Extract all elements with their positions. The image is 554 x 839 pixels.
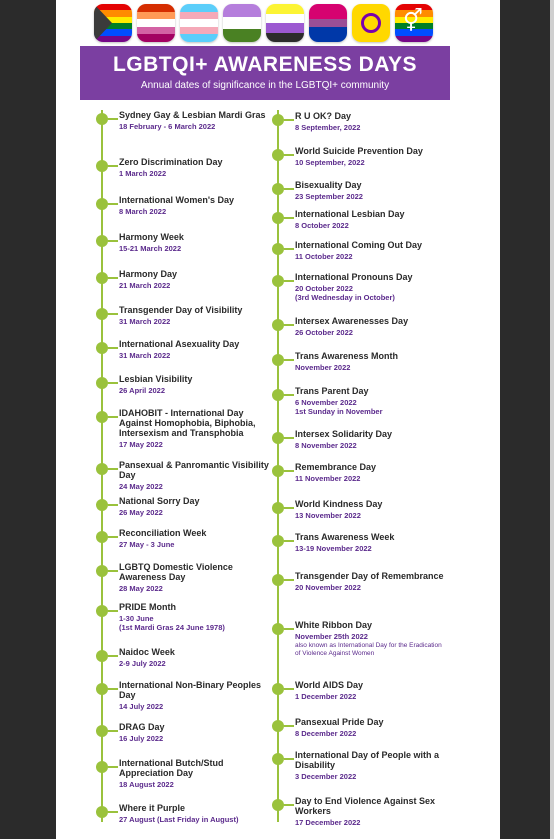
- timeline-connector: [284, 248, 294, 250]
- event-title: National Sorry Day: [119, 496, 200, 506]
- timeline-connector: [108, 416, 118, 418]
- timeline-dot: [96, 272, 108, 284]
- timeline-dot: [272, 183, 284, 195]
- timeline-connector: [284, 437, 294, 439]
- event-date: 24 May 2022: [119, 482, 163, 491]
- timeline-connector: [284, 758, 294, 760]
- event-title: International Lesbian Day: [295, 209, 405, 219]
- event-title: International Non-Binary Peoples Day: [119, 680, 262, 700]
- timeline-dot: [96, 377, 108, 389]
- timeline-dot: [272, 432, 284, 444]
- timeline-dot: [96, 160, 108, 172]
- event-note: also known as International Day for the Eradication of Violence Against Women: [295, 642, 442, 657]
- event-date: 11 October 2022: [295, 252, 353, 261]
- timeline-dot: [272, 114, 284, 126]
- timeline-connector: [108, 313, 118, 315]
- timeline-dot: [96, 531, 108, 543]
- timeline-connector: [284, 119, 294, 121]
- timeline-dot: [272, 275, 284, 287]
- timeline-connector: [284, 394, 294, 396]
- timeline-connector: [284, 725, 294, 727]
- event-date: 17 December 2022: [295, 818, 361, 827]
- event-date: 14 July 2022: [119, 702, 164, 711]
- timeline-connector: [108, 347, 118, 349]
- event-title: White Ribbon Day: [295, 620, 372, 630]
- timeline-connector: [108, 203, 118, 205]
- event-date: 13-19 November 2022: [295, 544, 372, 553]
- timeline-dot: [272, 354, 284, 366]
- timeline-dot: [96, 198, 108, 210]
- timeline-connector: [284, 280, 294, 282]
- progress-pride-flag-icon: [94, 4, 132, 42]
- timeline-dot: [96, 761, 108, 773]
- event-date: 18 February - 6 March 2022: [119, 122, 216, 131]
- nonbinary-flag-icon: [266, 4, 304, 42]
- timeline-connector: [284, 154, 294, 156]
- event-date: 2-9 July 2022: [119, 659, 166, 668]
- timeline-dot: [96, 499, 108, 511]
- event-title: Naidoc Week: [119, 647, 175, 657]
- event-title: Harmony Day: [119, 269, 178, 279]
- event-title: Remembrance Day: [295, 462, 377, 472]
- event-date: 6 November 2022: [295, 398, 357, 407]
- event-date: 16 July 2022: [119, 734, 164, 743]
- timeline-connector: [108, 610, 118, 612]
- event-date: 3 December 2022: [295, 772, 357, 781]
- timeline-connector: [108, 504, 118, 506]
- event-title: IDAHOBIT - International Day Against Homophobia, Biphobia, Intersexism and Transphobia: [119, 408, 256, 438]
- event-title: Pansexual Pride Day: [295, 717, 384, 727]
- event-date: 8 September, 2022: [295, 123, 361, 132]
- event-date: 20 October 2022: [295, 284, 353, 293]
- timeline-connector: [108, 570, 118, 572]
- event-title: Day to End Violence Against Sex Workers: [295, 796, 436, 816]
- timeline-dot: [96, 411, 108, 423]
- asexual-flag-icon: [223, 4, 261, 42]
- event-title: Lesbian Visibility: [119, 374, 193, 384]
- event-date: 15-21 March 2022: [119, 244, 182, 253]
- event-title: Sydney Gay & Lesbian Mardi Gras: [119, 110, 266, 120]
- event-date: 18 August 2022: [119, 780, 174, 789]
- timeline-connector: [108, 240, 118, 242]
- event-title: Pansexual & Panromantic Visibility Day: [119, 460, 269, 480]
- event-title: World AIDS Day: [295, 680, 364, 690]
- flag-row: [94, 4, 474, 42]
- event-title: Bisexuality Day: [295, 180, 362, 190]
- page-subtitle: Annual dates of significance in the LGBTQI+ community: [140, 80, 390, 91]
- bisexual-flag-icon: [309, 4, 347, 42]
- event-title: Transgender Day of Visibility: [119, 305, 243, 315]
- intersex-flag-icon: [352, 4, 390, 42]
- timeline-dot: [96, 650, 108, 662]
- event-title: R U OK? Day: [295, 111, 352, 121]
- event-title: International Pronouns Day: [295, 272, 413, 282]
- timeline-connector: [284, 688, 294, 690]
- event-date: 27 August (Last Friday in August): [119, 815, 239, 824]
- event-date: 8 December 2022: [295, 729, 357, 738]
- event-date: 11 November 2022: [295, 474, 361, 483]
- event-date: 1-30 June: [119, 614, 154, 623]
- event-date: 1 March 2022: [119, 169, 167, 178]
- event-date: 1 December 2022: [295, 692, 357, 701]
- timeline-connector: [284, 324, 294, 326]
- event-title: International Women's Day: [119, 195, 234, 205]
- event-note: (1st Mardi Gras 24 June 1978): [119, 623, 225, 632]
- event-title: Trans Parent Day: [295, 386, 369, 396]
- timeline-connector: [108, 536, 118, 538]
- timeline-dot: [96, 113, 108, 125]
- timeline-dot: [272, 212, 284, 224]
- event-title: International Asexuality Day: [119, 339, 240, 349]
- event-title: International Coming Out Day: [295, 240, 423, 250]
- event-date: 10 September, 2022: [295, 158, 365, 167]
- event-date: 21 March 2022: [119, 281, 171, 290]
- timeline-dot: [272, 683, 284, 695]
- event-title: Trans Awareness Week: [295, 532, 395, 542]
- transgender-flag-icon: [180, 4, 218, 42]
- timeline-dot: [272, 465, 284, 477]
- gender-symbol-flag-icon: ⚥: [395, 4, 433, 42]
- event-date: 26 May 2022: [119, 508, 163, 517]
- title-banner: [80, 46, 450, 100]
- timeline-dot: [96, 463, 108, 475]
- timeline-connector: [108, 165, 118, 167]
- event-title: Harmony Week: [119, 232, 184, 242]
- event-title: World Kindness Day: [295, 499, 383, 509]
- timeline-connector: [284, 217, 294, 219]
- event-date: November 25th 2022: [295, 632, 368, 641]
- event-date: 26 October 2022: [295, 328, 353, 337]
- event-date: November 2022: [295, 363, 351, 372]
- timeline-connector: [284, 507, 294, 509]
- event-date: 8 October 2022: [295, 221, 349, 230]
- event-title: Zero Discrimination Day: [119, 157, 223, 167]
- timeline-connector: [108, 118, 118, 120]
- timeline-connector: [108, 382, 118, 384]
- event-date: 8 November 2022: [295, 441, 357, 450]
- timeline-connector: [108, 655, 118, 657]
- event-note: 1st Sunday in November: [295, 407, 383, 416]
- event-date: 23 September 2022: [295, 192, 363, 201]
- infographic-page: [56, 0, 500, 839]
- timeline-dot: [272, 799, 284, 811]
- timeline-connector: [284, 470, 294, 472]
- timeline-connector: [284, 359, 294, 361]
- timeline-dot: [272, 753, 284, 765]
- lesbian-flag-icon: [137, 4, 175, 42]
- timeline-connector: [108, 277, 118, 279]
- timeline-dot: [96, 605, 108, 617]
- event-title: Reconciliation Week: [119, 528, 207, 538]
- event-date: 8 March 2022: [119, 207, 167, 216]
- timeline-dot: [96, 308, 108, 320]
- timeline-dot: [96, 342, 108, 354]
- page-scrollbar[interactable]: [550, 0, 554, 839]
- event-title: Intersex Solidarity Day: [295, 429, 393, 439]
- event-title: Trans Awareness Month: [295, 351, 399, 361]
- event-note: (3rd Wednesday in October): [295, 293, 395, 302]
- timeline-connector: [284, 579, 294, 581]
- timeline-connector: [108, 730, 118, 732]
- timeline-connector: [284, 628, 294, 630]
- event-title: International Day of People with a Disability: [295, 750, 440, 770]
- timeline-connector: [108, 688, 118, 690]
- timeline-connector: [108, 468, 118, 470]
- event-title: World Suicide Prevention Day: [295, 146, 423, 156]
- timeline-dot: [272, 720, 284, 732]
- event-date: 31 March 2022: [119, 317, 171, 326]
- timeline-dot: [272, 574, 284, 586]
- timeline-dot: [96, 725, 108, 737]
- event-date: 26 April 2022: [119, 386, 165, 395]
- timeline-dot: [96, 683, 108, 695]
- timeline-dot: [272, 319, 284, 331]
- timeline-dot: [272, 623, 284, 635]
- timeline-connector: [284, 188, 294, 190]
- timeline-dot: [272, 149, 284, 161]
- event-title: Intersex Awarenesses Day: [295, 316, 409, 326]
- event-title: DRAG Day: [119, 722, 165, 732]
- page-title: LGBTQI+ AWARENESS DAYS: [112, 53, 418, 76]
- event-date: 20 November 2022: [295, 583, 361, 592]
- event-title: Where it Purple: [119, 803, 186, 813]
- timeline-connector: [108, 766, 118, 768]
- timeline-dot: [272, 535, 284, 547]
- event-date: 28 May 2022: [119, 584, 163, 593]
- timeline-dot: [96, 806, 108, 818]
- event-date: 17 May 2022: [119, 440, 163, 449]
- timeline-connector: [108, 811, 118, 813]
- timeline-connector: [284, 804, 294, 806]
- event-title: LGBTQ Domestic Violence Awareness Day: [119, 562, 233, 582]
- event-title: Transgender Day of Remembrance: [295, 571, 444, 581]
- timeline-dot: [272, 389, 284, 401]
- event-date: 31 March 2022: [119, 351, 171, 360]
- timeline-dot: [96, 235, 108, 247]
- timeline-dot: [272, 243, 284, 255]
- event-title: International Butch/Stud Appreciation Day: [119, 758, 224, 778]
- timeline-dot: [272, 502, 284, 514]
- event-date: 27 May - 3 June: [119, 540, 175, 549]
- event-date: 13 November 2022: [295, 511, 361, 520]
- timeline-dot: [96, 565, 108, 577]
- event-title: PRIDE Month: [119, 602, 176, 612]
- timeline-connector: [284, 540, 294, 542]
